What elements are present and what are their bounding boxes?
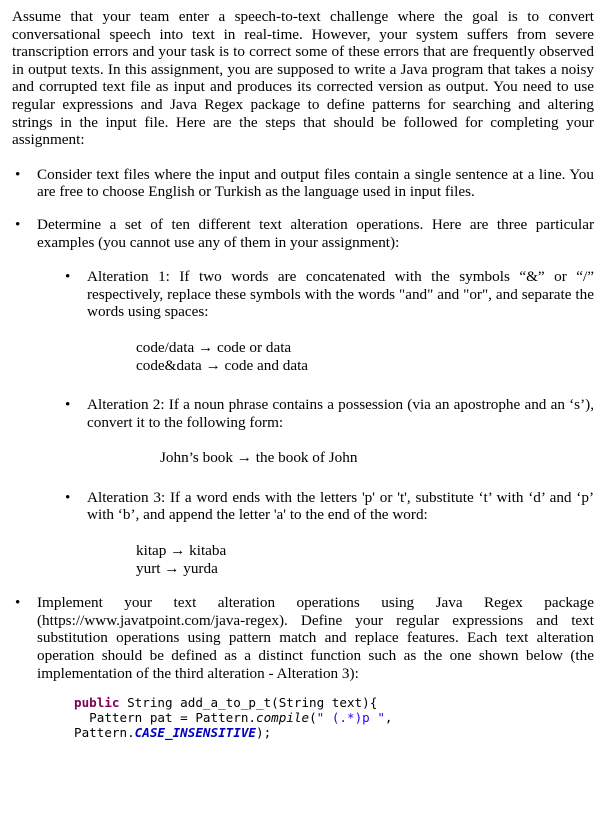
code-keyword: public bbox=[74, 695, 120, 711]
document-page bbox=[12, 8, 594, 740]
code-indent bbox=[74, 710, 89, 725]
alteration-item-1 bbox=[62, 268, 594, 321]
bullet-icon: • bbox=[15, 594, 21, 612]
example-line: John’s book → the book of John bbox=[160, 449, 358, 467]
alteration-text-1: Alteration 1: If two words are concatenated with the symbols “&” or “/” respectively, replace these symbols with the words "and" and "or", and separate the words using spaces: bbox=[87, 268, 594, 321]
code-text: ( bbox=[309, 710, 317, 726]
code-text: Pattern. bbox=[74, 725, 135, 741]
code-text: ); bbox=[256, 725, 272, 741]
code-text: , bbox=[384, 710, 393, 726]
alteration-item-2 bbox=[62, 396, 594, 431]
example-line: code&data → code and data bbox=[136, 356, 309, 374]
example-line: yurt → yurda bbox=[136, 559, 218, 577]
bullet-item-3 bbox=[12, 594, 594, 682]
bullet-icon: • bbox=[65, 268, 71, 286]
code-constant: CASE_INSENSITIVE bbox=[134, 725, 256, 741]
bullet-text-2: Determine a set of ten different text alteration operations. Here are three particular examples (you cannot use any of them in your assignment): bbox=[37, 215, 594, 251]
bullet-text-1: Consider text files where the input and output files contain a single sentence at a line. You are free to choose English or Turkish as the language used in input files. bbox=[37, 165, 594, 201]
code-signature: String add_a_to_p_t(String text){ bbox=[119, 695, 378, 711]
alteration-text-2: Alteration 2: If a noun phrase contains a possession (via an apostrophe and an ‘s’), convert it to the following form: bbox=[87, 396, 594, 431]
code-method: compile bbox=[255, 710, 310, 726]
bullet-item-2 bbox=[12, 216, 594, 251]
code-snippet bbox=[74, 695, 594, 740]
bullet-icon: • bbox=[65, 488, 71, 506]
alteration-examples-2 bbox=[160, 449, 594, 467]
bullet-text-3: Implement your text alteration operations using Java Regex package (https://www.javatpoint.com/java-regex). Define your regular expressions and text substitution operations using pattern match and replace features. Each text alteration operation should be defined as a distinct function such as the one shown below (the implementation of the third alteration - Alteration 3): bbox=[37, 594, 594, 682]
bullet-item-1 bbox=[12, 166, 594, 201]
example-line: kitap → kitaba bbox=[136, 542, 227, 560]
code-string: " (.*)p " bbox=[316, 710, 385, 726]
alteration-text-3: Alteration 3: If a word ends with the letters 'p' or 't', substitute ‘t’ with ‘d’ and ‘p’ with ‘b’, and append the letter 'a' to the end of the word: bbox=[87, 488, 594, 524]
alteration-examples-1 bbox=[136, 339, 594, 374]
bullet-icon: • bbox=[15, 165, 21, 183]
alteration-examples-3 bbox=[136, 542, 594, 577]
alteration-item-3 bbox=[62, 489, 594, 524]
example-line: code/data → code or data bbox=[136, 338, 292, 356]
intro-paragraph: Assume that your team enter a speech-to-text challenge where the goal is to convert conversational speech into text in real-time. However, your system suffers from severe transcription errors and your task is to correct some of these errors that are frequently observed in output texts. In this assignment, you are supposed to write a Java program that takes a noisy and corrupted text file as input and produces its corrected version as output. You need to use regular expressions and Java Regex package to define patterns for searching and altering strings in the input file. Here are the steps that should be followed for completing your assignment: bbox=[12, 8, 594, 149]
bullet-icon: • bbox=[65, 396, 71, 414]
code-text: Pattern pat = Pattern. bbox=[89, 710, 256, 726]
bullet-icon: • bbox=[15, 215, 21, 233]
